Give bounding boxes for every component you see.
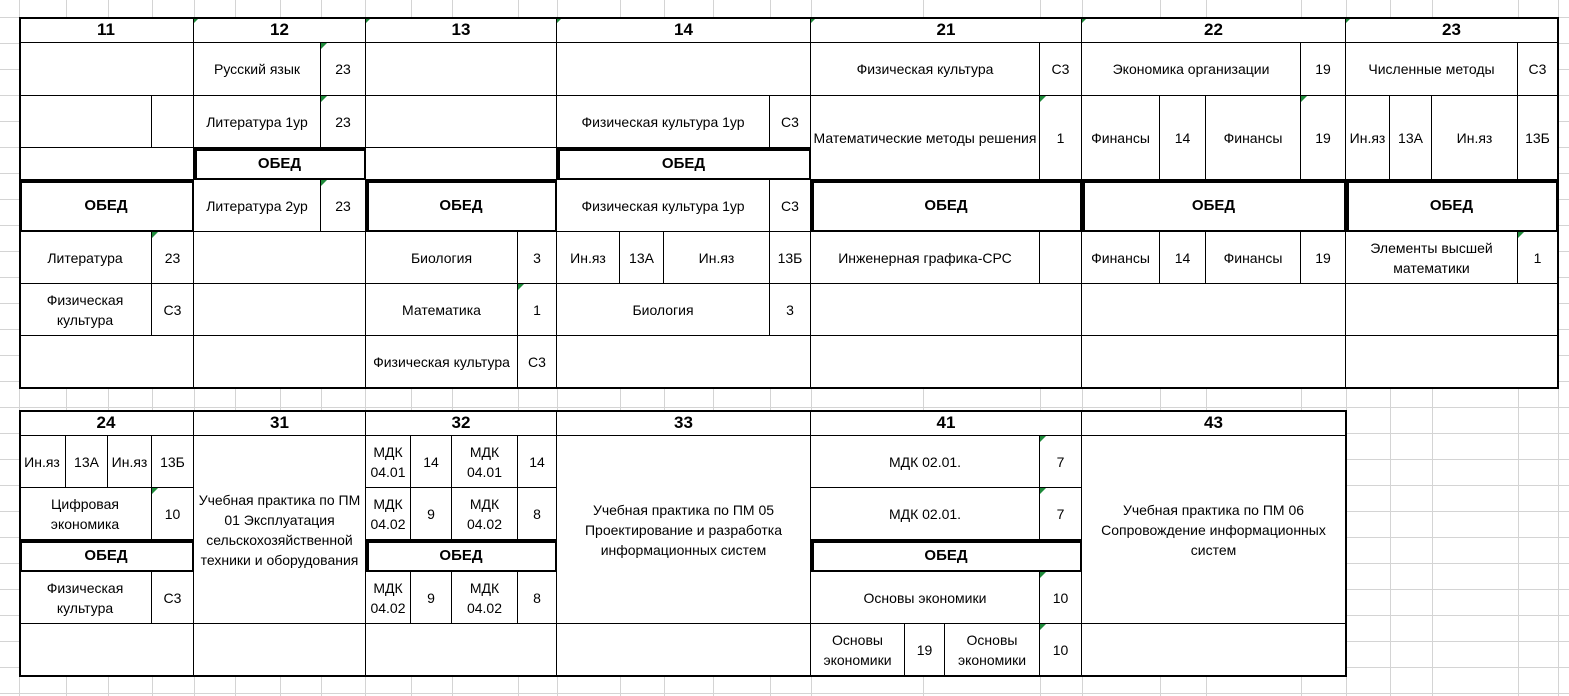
schedule-cell[interactable] xyxy=(1346,284,1558,336)
room-cell[interactable]: 10 xyxy=(152,488,194,540)
room-cell[interactable]: 14 xyxy=(411,436,452,488)
subject-cell[interactable]: Финансы xyxy=(1206,96,1301,180)
subject-cell[interactable]: МДК 02.01. xyxy=(811,436,1040,488)
subject-cell[interactable]: МДК 04.01 xyxy=(452,436,518,488)
subject-cell[interactable] xyxy=(19,96,152,148)
group-header-13[interactable]: 13 xyxy=(366,17,557,43)
room-cell[interactable]: 14 xyxy=(1160,232,1206,284)
subject-cell[interactable]: МДК 04.02 xyxy=(452,488,518,540)
subject-cell[interactable]: Основы экономики xyxy=(811,572,1040,624)
subject-cell[interactable]: Цифровая экономика xyxy=(19,488,152,540)
room-cell[interactable]: С3 xyxy=(152,572,194,624)
subject-cell[interactable]: Литература 1ур xyxy=(194,96,321,148)
subject-cell[interactable]: МДК 04.01 xyxy=(366,436,411,488)
subject-cell[interactable]: Ин.яз xyxy=(557,232,620,284)
room-cell[interactable]: 7 xyxy=(1040,436,1082,488)
group-header-32[interactable]: 32 xyxy=(366,410,557,436)
practice-cell[interactable]: Учебная практика по ПМ 01 Эксплуатация сельскохозяйственной техники и оборудования xyxy=(194,436,366,624)
room-cell[interactable]: 3 xyxy=(770,284,811,336)
schedule-cell[interactable] xyxy=(366,624,557,676)
subject-cell[interactable]: Ин.яз xyxy=(1432,96,1518,180)
room-cell[interactable]: 3 xyxy=(518,232,557,284)
subject-cell[interactable]: Ин.яз xyxy=(1346,96,1390,180)
room-cell[interactable]: 8 xyxy=(518,572,557,624)
subject-cell[interactable]: Биология xyxy=(366,232,518,284)
lunch-cell[interactable]: ОБЕД xyxy=(366,540,557,572)
room-cell[interactable]: 13А xyxy=(620,232,664,284)
room-cell[interactable]: С3 xyxy=(1518,43,1558,96)
room-cell[interactable]: 1 xyxy=(1040,96,1082,180)
room-cell[interactable]: 10 xyxy=(1040,624,1082,676)
room-cell[interactable]: 23 xyxy=(152,232,194,284)
subject-cell[interactable]: Экономика организации xyxy=(1082,43,1301,96)
room-cell[interactable]: 14 xyxy=(518,436,557,488)
subject-cell[interactable]: Ин.яз xyxy=(664,232,770,284)
subject-cell[interactable]: Финансы xyxy=(1206,232,1301,284)
schedule-cell[interactable] xyxy=(1082,284,1346,336)
subject-cell[interactable]: МДК 02.01. xyxy=(811,488,1040,540)
subject-cell[interactable]: Финансы xyxy=(1082,232,1160,284)
schedule-cell[interactable] xyxy=(811,336,1082,388)
subject-cell[interactable]: МДК 04.02 xyxy=(366,572,411,624)
schedule-cell[interactable] xyxy=(194,232,366,284)
subject-cell[interactable]: Литература 2ур xyxy=(194,180,321,232)
room-cell[interactable]: 19 xyxy=(1301,43,1346,96)
room-cell[interactable]: 10 xyxy=(1040,572,1082,624)
practice-cell[interactable]: Учебная практика по ПМ 05 Проектирование и разработка информационных систем xyxy=(557,436,811,624)
room-cell[interactable]: 13А xyxy=(66,436,108,488)
lunch-cell[interactable]: ОБЕД xyxy=(194,148,366,180)
subject-cell[interactable]: Инженерная графика-СРС xyxy=(811,232,1040,284)
schedule-cell[interactable] xyxy=(366,96,557,148)
group-header-12[interactable]: 12 xyxy=(194,17,366,43)
group-header-41[interactable]: 41 xyxy=(811,410,1082,436)
schedule-cell[interactable] xyxy=(19,43,194,96)
group-header-21[interactable]: 21 xyxy=(811,17,1082,43)
subject-cell[interactable]: Физическая культура 1ур xyxy=(557,96,770,148)
subject-cell[interactable]: Литература xyxy=(19,232,152,284)
subject-cell[interactable]: Численные методы xyxy=(1346,43,1518,96)
group-header-31[interactable]: 31 xyxy=(194,410,366,436)
subject-cell[interactable]: Финансы xyxy=(1082,96,1160,180)
room-cell[interactable]: 23 xyxy=(321,180,366,232)
group-header-23[interactable]: 23 xyxy=(1346,17,1558,43)
schedule-cell[interactable] xyxy=(366,43,557,96)
group-header-22[interactable]: 22 xyxy=(1082,17,1346,43)
room-cell[interactable]: 1 xyxy=(518,284,557,336)
room-cell[interactable]: 23 xyxy=(321,96,366,148)
room-cell[interactable]: 13А xyxy=(1390,96,1432,180)
subject-cell[interactable]: Математика xyxy=(366,284,518,336)
group-header-14[interactable]: 14 xyxy=(557,17,811,43)
room-cell[interactable]: 19 xyxy=(1301,232,1346,284)
room-cell[interactable]: С3 xyxy=(152,284,194,336)
group-header-24[interactable]: 24 xyxy=(19,410,194,436)
room-cell[interactable]: 14 xyxy=(1160,96,1206,180)
room-cell[interactable]: С3 xyxy=(770,180,811,232)
room-cell[interactable]: С3 xyxy=(518,336,557,388)
schedule-cell[interactable] xyxy=(557,336,811,388)
schedule-cell[interactable] xyxy=(557,43,811,96)
subject-cell[interactable]: Ин.яз xyxy=(19,436,66,488)
lunch-cell[interactable]: ОБЕД xyxy=(1346,180,1558,232)
subject-cell[interactable]: Математические методы решения xyxy=(811,96,1040,180)
room-cell[interactable]: 19 xyxy=(1301,96,1346,180)
subject-cell[interactable]: Физическая культура xyxy=(19,284,152,336)
schedule-cell[interactable] xyxy=(19,624,194,676)
subject-cell[interactable]: Основы экономики xyxy=(945,624,1040,676)
group-header-43[interactable]: 43 xyxy=(1082,410,1346,436)
subject-cell[interactable]: Физическая культура 1ур xyxy=(557,180,770,232)
schedule-cell[interactable] xyxy=(557,624,811,676)
group-header-11[interactable]: 11 xyxy=(19,17,194,43)
subject-cell[interactable]: Русский язык xyxy=(194,43,321,96)
room-cell[interactable]: С3 xyxy=(1040,43,1082,96)
schedule-cell[interactable] xyxy=(19,148,194,180)
room-cell[interactable]: 23 xyxy=(321,43,366,96)
room-cell[interactable]: 13Б xyxy=(152,436,194,488)
lunch-cell[interactable]: ОБЕД xyxy=(811,180,1082,232)
lunch-cell[interactable]: ОБЕД xyxy=(1082,180,1346,232)
subject-cell[interactable]: Элементы высшей математики xyxy=(1346,232,1518,284)
subject-cell[interactable]: МДК 04.02 xyxy=(366,488,411,540)
schedule-cell[interactable] xyxy=(19,336,194,388)
subject-cell[interactable]: Ин.яз xyxy=(108,436,152,488)
lunch-cell[interactable]: ОБЕД xyxy=(811,540,1082,572)
schedule-cell[interactable] xyxy=(194,284,366,336)
practice-cell[interactable]: Учебная практика по ПМ 06 Сопровождение информационных систем xyxy=(1082,436,1346,624)
subject-cell[interactable]: Биология xyxy=(557,284,770,336)
room-cell[interactable] xyxy=(1040,232,1082,284)
lunch-cell[interactable]: ОБЕД xyxy=(19,540,194,572)
subject-cell[interactable]: Основы экономики xyxy=(811,624,905,676)
schedule-cell[interactable] xyxy=(194,336,366,388)
subject-cell[interactable]: МДК 04.02 xyxy=(452,572,518,624)
subject-cell[interactable]: Физическая культура xyxy=(366,336,518,388)
room-cell[interactable]: 9 xyxy=(411,572,452,624)
room-cell[interactable]: 9 xyxy=(411,488,452,540)
schedule-cell[interactable] xyxy=(1346,336,1558,388)
group-header-33[interactable]: 33 xyxy=(557,410,811,436)
room-cell[interactable]: 13Б xyxy=(770,232,811,284)
schedule-cell[interactable] xyxy=(811,284,1082,336)
lunch-cell[interactable]: ОБЕД xyxy=(557,148,811,180)
subject-cell[interactable]: Физическая культура xyxy=(19,572,152,624)
schedule-cell[interactable] xyxy=(366,148,557,180)
room-cell[interactable]: 19 xyxy=(905,624,945,676)
room-cell[interactable] xyxy=(152,96,194,148)
lunch-cell[interactable]: ОБЕД xyxy=(19,180,194,232)
room-cell[interactable]: С3 xyxy=(770,96,811,148)
schedule-cell[interactable] xyxy=(1082,336,1346,388)
subject-cell[interactable]: Физическая культура xyxy=(811,43,1040,96)
room-cell[interactable]: 1 xyxy=(1518,232,1558,284)
schedule-cell[interactable] xyxy=(1082,624,1346,676)
room-cell[interactable]: 7 xyxy=(1040,488,1082,540)
lunch-cell[interactable]: ОБЕД xyxy=(366,180,557,232)
schedule-cell[interactable] xyxy=(194,624,366,676)
room-cell[interactable]: 13Б xyxy=(1518,96,1558,180)
room-cell[interactable]: 8 xyxy=(518,488,557,540)
